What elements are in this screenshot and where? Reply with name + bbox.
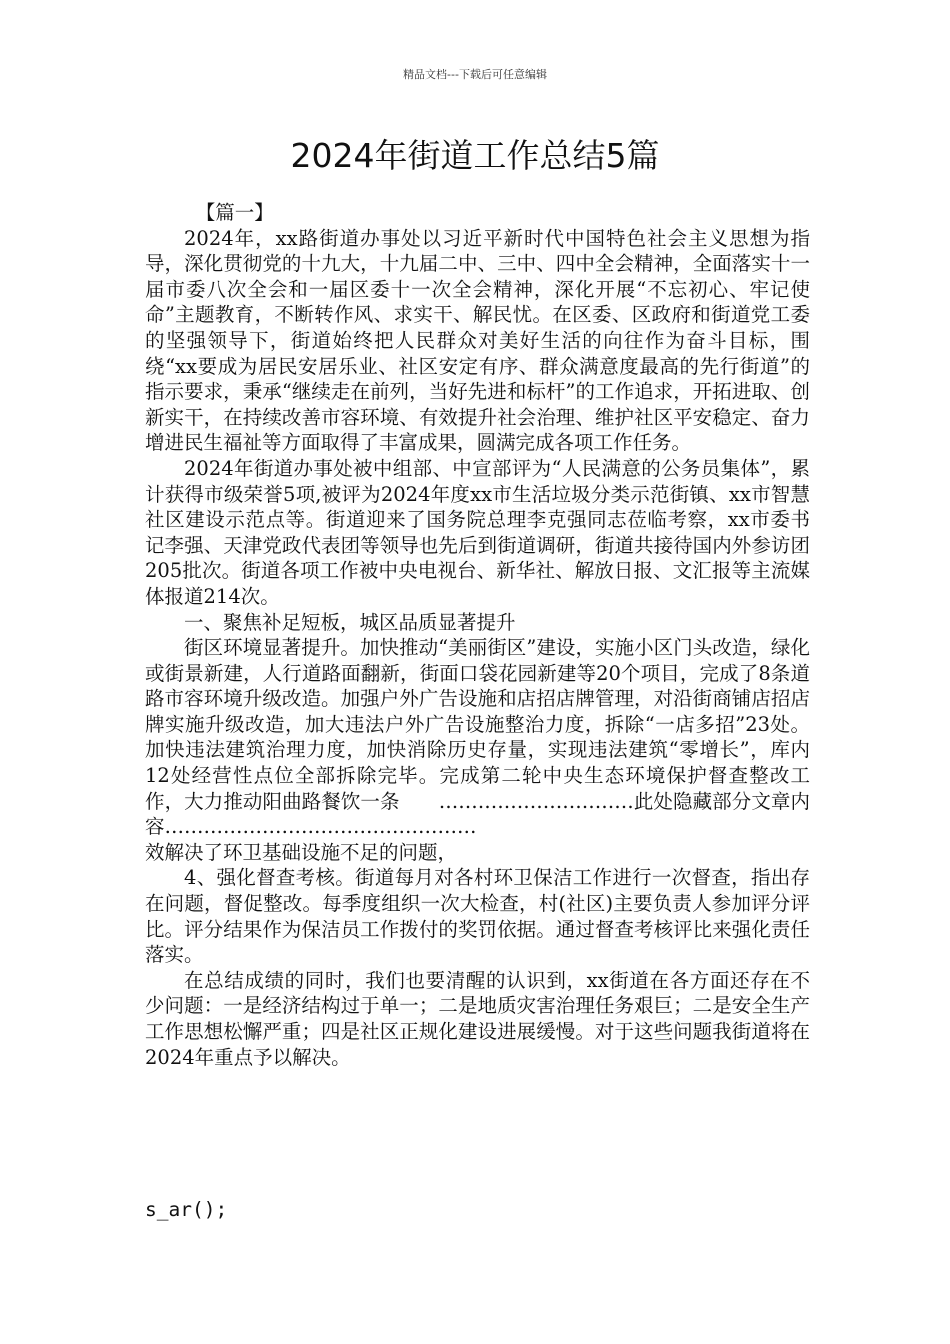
section-heading: 一、聚焦补足短板，城区品质显著提升 <box>184 610 516 634</box>
paragraph-intro: 2024年，xx路街道办事处以习近平新时代中国特色社会主义思想为指导，深化贯彻党的十九大，十九届二中、三中、四中全会精神，全面落实十一届市委八次全会和一届区委十一次全会精神，深化开展“不忘初心、牢记使命”主题教育，不断转作风、求实干、解民忧。在区委、区政府和街道党工委的坚强领导下，街道始终把人民群众对美好生活的向往作为奋斗目标，围绕“xx要成为居民安居乐业、社区安定有序、群众满意度最高的先行街道”的指示要求，秉承“继续走在前列，当好先进和标杆”的工作追求，开拓进取、创新实干，在持续改善市容环境、有效提升社会治理、维护社区平安稳定、奋力增进民生福祉等方面取得了丰富成果，圆满完成各项工作任务。 <box>145 226 810 455</box>
paragraph-problems: 在总结成绩的同时，我们也要清醒的认识到，xx街道在各方面还存在不少问题：一是经济结构过于单一；二是地质灾害治理任务艰巨；二是安全生产工作思想松懈严重；四是社区正规化建设进展缓慢。对于这些问题我街道将在2024年重点予以解决。 <box>145 968 810 1069</box>
header-note: 精品文档---下载后可任意编辑 <box>403 68 547 81</box>
paragraph-supervision: 4、强化督查考核。街道每月对各村环卫保洁工作进行一次督查，指出存在问题，督促整改。每季度组织一次大检查，村(社区)主要负责人参加评分评比。评分结果作为保洁员工作拨付的奖罚依据。通过督查考核评比来强化责任落实。 <box>145 866 810 967</box>
code-line: s_ar(); <box>145 1198 228 1221</box>
document-title: 2024年街道工作总结5篇 <box>290 136 660 175</box>
document-body <box>145 200 810 1070</box>
paragraph-continuation: 效解决了环卫基础设施不足的问题， <box>145 840 458 864</box>
section-label: 【篇一】 <box>195 201 274 224</box>
paragraph-honors: 2024年街道办事处被中组部、中宣部评为“人民满意的公务员集体”，累计获得市级荣誉5项,被评为2024年度xx市生活垃圾分类示范街镇、xx市智慧社区建设示范点等。街道迎来了国务院总理李克强同志莅临考察，xx市委书记李强、天津党政代表团等领导也先后到街道调研，街道共接待国内外参访团205批次。街道各项工作被中央电视台、新华社、解放日报、文汇报等主流媒体报道214次。 <box>145 456 810 608</box>
paragraph-environment: 街区环境显著提升。加快推动“美丽街区”建设，实施小区门头改造，绿化或街景新建，人行道路面翻新，街面口袋花园新建等20个项目，完成了8条道路市容环境升级改造。加强户外广告设施和店招店牌管理，对沿街商铺店招店牌实施升级改造，加大违法户外广告设施整治力度，拆除“一店多招”23处。加快违法建筑治理力度，加快消除历史存量，实现违法建筑“零增长”，库内12处经营性点位全部拆除完毕。完成第二轮中央生态环境保护督查整改工作，大力推动阳曲路餐饮一条 …………………………此处隐藏部分文章内容………………………………………… <box>145 636 810 839</box>
